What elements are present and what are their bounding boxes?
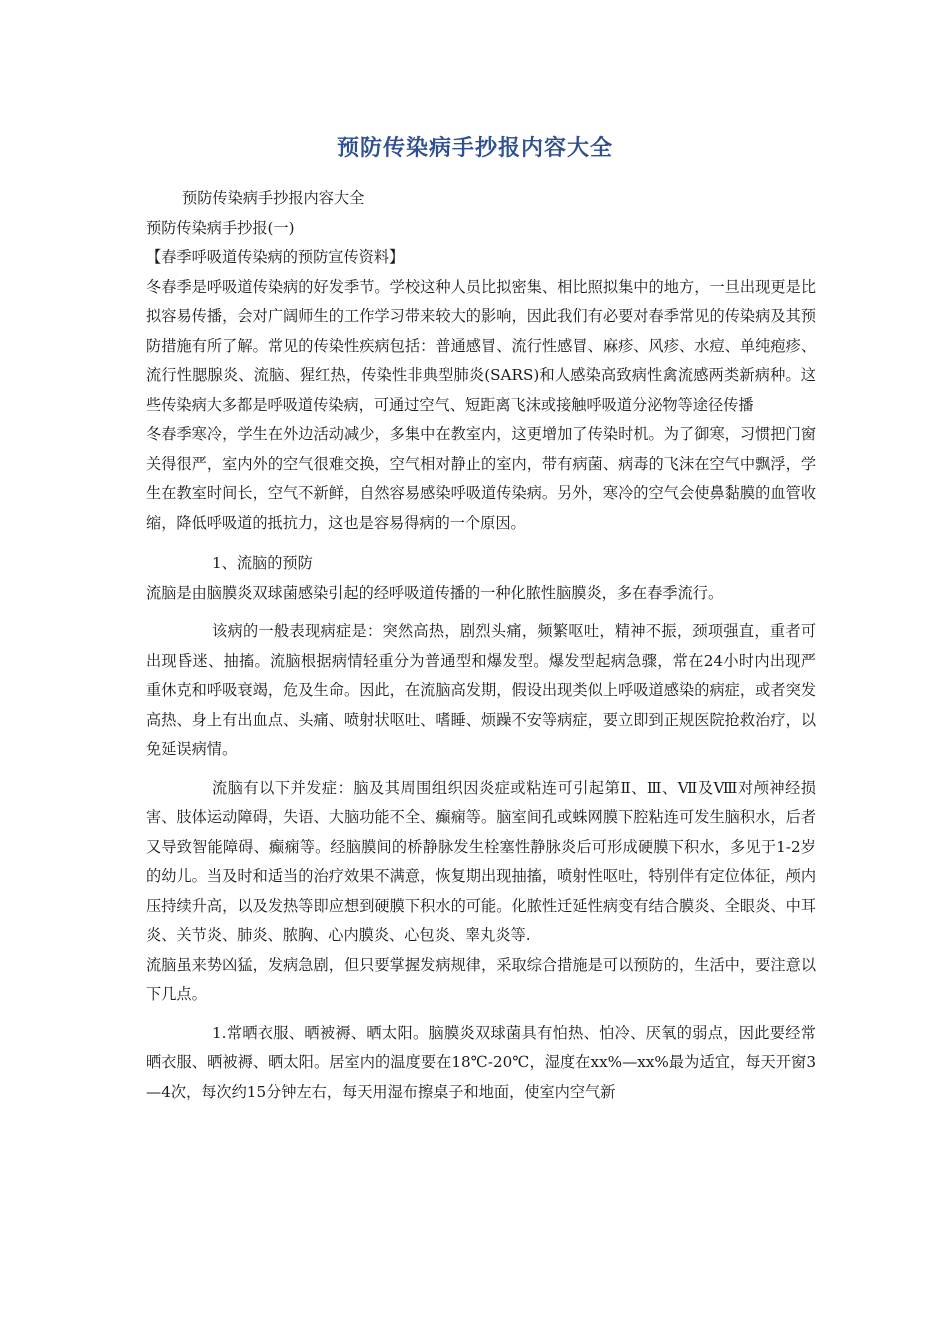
- paragraph-complications: 流脑有以下并发症：脑及其周围组织因炎症或粘连可引起第Ⅱ、Ⅲ、Ⅶ及Ⅷ对颅神经损害、肢体运动障碍，失语、大脑功能不全、癫痫等。脑室间孔或蛛网膜下腔粘连可发生脑积水，后者又导致智能障碍、癫痫等。经脑膜间的桥静脉发生栓塞性静脉炎后可形成硬膜下积水，多见于1-2岁的幼儿。当及时和适当的治疗效果不满意，恢复期出现抽搐，喷射性呕吐，特别伴有定位体征，颅内压持续升高，以及发热等即应想到硬膜下积水的可能。化脓性迁延性病变有结合膜炎、全眼炎、中耳炎、关节炎、肺炎、脓胸、心内膜炎、心包炎、睾丸炎等.: [146, 778, 816, 944]
- paragraph-section-heading: 预防传染病手抄报(一): [146, 218, 295, 237]
- paragraph-prevention-item-1: 1.常晒衣服、晒被褥、晒太阳。脑膜炎双球菌具有怕热、怕冷、厌氧的弱点，因此要经常晒衣服、晒被褥、晒太阳。居室内的温度要在18℃-20℃，湿度在xx%—xx%最为适宜，每天开窗3—4次，每次约15分钟左右，每天用湿布擦桌子和地面，使室内空气新: [146, 1023, 816, 1101]
- paragraph-prevention-intro: 流脑虽来势凶猛，发病急剧，但只要掌握发病规律，采取综合措施是可以预防的，生活中，要注意以下几点。: [146, 955, 816, 1003]
- paragraph-item-heading: 1、流脑的预防: [212, 554, 313, 572]
- paragraph-winter-cold: 冬春季寒冷，学生在外边活动减少，多集中在教室内，这更增加了传染时机。为了御寒，习惯把门窗关得很严，室内外的空气很难交换，空气相对静止的室内，带有病菌、病毒的飞沫在空气中飘浮，学生在教室时间长，空气不新鲜，自然容易感染呼吸道传染病。另外，寒冷的空气会使鼻黏膜的血管收缩，降低呼吸道的抵抗力，这也是容易得病的一个原因。: [146, 425, 816, 532]
- paragraph-intro: 冬春季是呼吸道传染病的好发季节。学校这种人员比拟密集、相比照拟集中的地方，一旦出现更是比拟容易传播，会对广阔师生的工作学习带来较大的影响，因此我们有必要对春季常见的传染病及其预防措施有所了解。常见的传染性疾病包括：普通感冒、流行性感冒、麻疹、风疹、水痘、单纯疱疹、流行性腮腺炎、流脑、猩红热，传染性非典型肺炎(SARS)和人感染高致病性禽流感两类新病种。这些传染病大多都是呼吸道传染病，可通过空气、短距离飞沫或接触呼吸道分泌物等途径传播: [146, 277, 816, 414]
- document-body: [146, 184, 816, 1107]
- paragraph-meningitis-definition: 流脑是由脑膜炎双球菌感染引起的经呼吸道传播的一种化脓性脑膜炎，多在春季流行。: [146, 583, 724, 602]
- document-title: 预防传染病手抄报内容大全: [336, 136, 613, 161]
- paragraph-bracket-heading: 【春季呼吸道传染病的预防宣传资料】: [146, 248, 405, 266]
- paragraph-symptoms: 该病的一般表现病症是：突然高热，剧烈头痛，频繁呕吐，精神不振，颈项强直，重者可出现昏迷、抽搐。流脑根据病情轻重分为普通型和爆发型。爆发型起病急骤，常在24小时内出现严重休克和呼吸衰竭，危及生命。因此，在流脑高发期，假设出现类似上呼吸道感染的病症，或者突发高热、身上有出血点、头痛、喷射状呕吐、嗜睡、烦躁不安等病症，要立即到正规医院抢救治疗，以免延误病情。: [146, 622, 816, 758]
- paragraph-subtitle: 预防传染病手抄报内容大全: [182, 189, 365, 207]
